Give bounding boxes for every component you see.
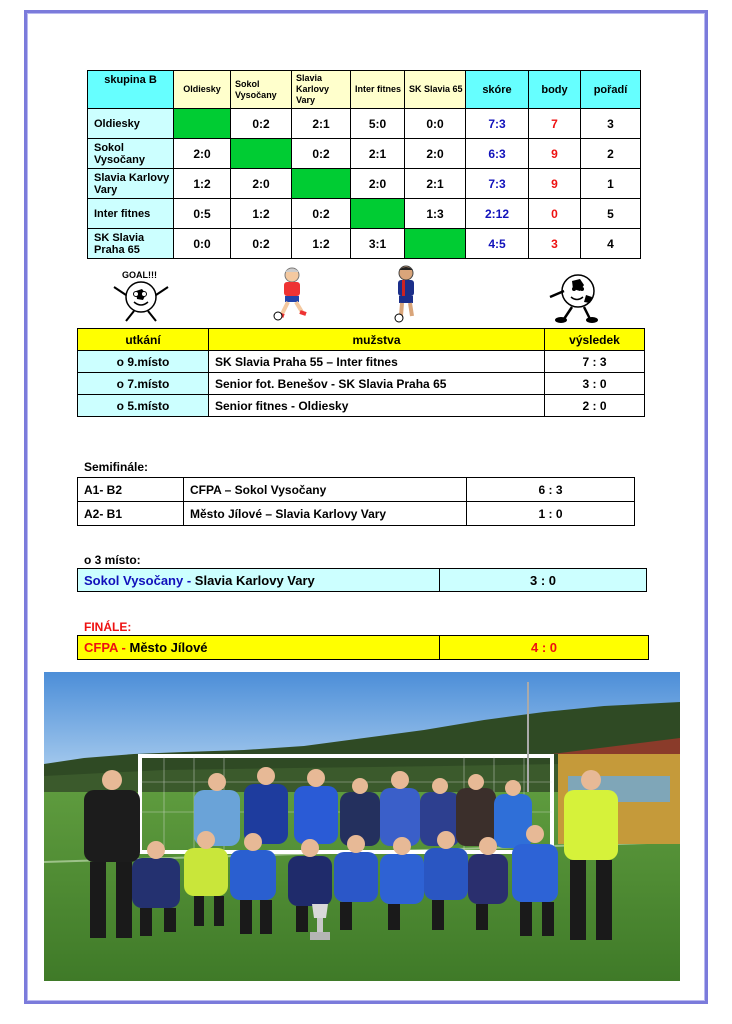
third-team-b: Slavia Karlovy Vary [191, 572, 315, 588]
points-cell: 0 [529, 199, 581, 229]
semifinal-body [78, 478, 635, 526]
match-score-cell: 2:1 [351, 139, 405, 169]
placement-row [78, 395, 645, 417]
group-row [88, 109, 641, 139]
teams-header: mužstva [209, 329, 545, 351]
placement-teams: Senior fitnes - Oldiesky [209, 395, 545, 417]
score-cell: 6:3 [466, 139, 529, 169]
rank-header: pořadí [581, 71, 641, 109]
points-cell: 9 [529, 169, 581, 199]
goal-ball-mascot-icon [108, 267, 174, 323]
group-row-team: SK Slavia Praha 65 [88, 229, 174, 259]
team-header: Sokol Vysočany [231, 71, 292, 109]
group-row-team: Inter fitnes [88, 199, 174, 229]
match-score-cell: 3:1 [351, 229, 405, 259]
third-place-result: 3 : 0 [529, 572, 556, 588]
match-score-cell: 0:5 [174, 199, 231, 229]
placement-header-row [78, 329, 645, 351]
score-cell: 4:5 [466, 229, 529, 259]
semifinal-row [78, 502, 635, 526]
score-cell: 7:3 [466, 109, 529, 139]
semifinal-row [78, 478, 635, 502]
group-row-team: Oldiesky [88, 109, 174, 139]
placement-body [78, 351, 645, 417]
score-cell: 2:12 [466, 199, 529, 229]
group-row [88, 229, 641, 259]
diagonal-cell [292, 169, 351, 199]
group-row-team: Slavia Karlovy Vary [88, 169, 174, 199]
group-row-team: Sokol Vysočany [88, 139, 174, 169]
match-score-cell: 0:0 [405, 109, 466, 139]
placement-teams: SK Slavia Praha 55 – Inter fitnes [209, 351, 545, 373]
player-blue-kit-icon [390, 264, 422, 324]
match-score-cell: 1:2 [174, 169, 231, 199]
final-bar [77, 635, 649, 660]
placement-teams: Senior fot. Benešov - SK Slavia Praha 65 [209, 373, 545, 395]
final-teams [78, 636, 440, 659]
semifinal-pair: A2- B1 [78, 502, 184, 526]
semifinal-result: 1 : 0 [467, 502, 635, 526]
rank-cell: 5 [581, 199, 641, 229]
final-label: FINÁLE: [84, 620, 132, 634]
team-header: Slavia Karlovy Vary [292, 71, 351, 109]
match-score-cell: 2:0 [351, 169, 405, 199]
final-team-b: Město Jílové [125, 640, 208, 655]
rank-cell: 2 [581, 139, 641, 169]
placement-result: 2 : 0 [545, 395, 645, 417]
team-header: SK Slavia 65 [405, 71, 466, 109]
points-cell: 3 [529, 229, 581, 259]
points-cell: 9 [529, 139, 581, 169]
placement-row [78, 373, 645, 395]
semifinal-table [77, 477, 635, 526]
placement-match: o 5.místo [78, 395, 209, 417]
semifinal-teams: Město Jílové – Slavia Karlovy Vary [184, 502, 467, 526]
third-place-label: o 3 místo: [84, 553, 141, 567]
match-score-cell: 0:2 [292, 199, 351, 229]
placement-matches-table [77, 328, 645, 417]
match-score-cell: 0:2 [231, 229, 292, 259]
match-header: utkání [78, 329, 209, 351]
placement-result: 3 : 0 [545, 373, 645, 395]
group-row [88, 199, 641, 229]
placement-match: o 7.místo [78, 373, 209, 395]
rank-cell: 4 [581, 229, 641, 259]
semifinal-label: Semifinále: [84, 460, 149, 474]
match-score-cell: 1:2 [231, 199, 292, 229]
kicking-player-icon [268, 266, 312, 322]
goal-text: GOAL!!! [122, 270, 157, 280]
match-score-cell: 0:0 [174, 229, 231, 259]
semifinal-pair: A1- B2 [78, 478, 184, 502]
group-standings-table [87, 70, 641, 259]
points-cell: 7 [529, 109, 581, 139]
diagonal-cell [405, 229, 466, 259]
diagonal-cell [174, 109, 231, 139]
final-team-a: CFPA - [84, 640, 126, 655]
diagonal-cell [231, 139, 292, 169]
score-cell: 7:3 [466, 169, 529, 199]
rank-cell: 3 [581, 109, 641, 139]
team-header: Oldiesky [174, 71, 231, 109]
match-score-cell: 2:1 [292, 109, 351, 139]
placement-row [78, 351, 645, 373]
semifinal-result: 6 : 3 [467, 478, 635, 502]
running-ball-mascot-icon [544, 267, 604, 323]
rank-cell: 1 [581, 169, 641, 199]
semifinal-teams: CFPA – Sokol Vysočany [184, 478, 467, 502]
group-row [88, 139, 641, 169]
group-header-row [88, 71, 641, 109]
third-place-bar [77, 568, 647, 592]
points-header: body [529, 71, 581, 109]
third-place-teams [78, 569, 440, 591]
group-corner-label: skupina B [88, 71, 174, 109]
group-body [88, 109, 641, 259]
match-score-cell: 0:2 [292, 139, 351, 169]
match-score-cell: 2:0 [174, 139, 231, 169]
result-header: výsledek [545, 329, 645, 351]
match-score-cell: 2:1 [405, 169, 466, 199]
placement-result: 7 : 3 [545, 351, 645, 373]
group-row [88, 169, 641, 199]
placement-match: o 9.místo [78, 351, 209, 373]
final-result: 4 : 0 [530, 640, 557, 655]
match-score-cell: 1:2 [292, 229, 351, 259]
team-photo [44, 672, 680, 981]
match-score-cell: 2:0 [231, 169, 292, 199]
match-score-cell: 2:0 [405, 139, 466, 169]
match-score-cell: 5:0 [351, 109, 405, 139]
team-header: Inter fitnes [351, 71, 405, 109]
diagonal-cell [351, 199, 405, 229]
match-score-cell: 1:3 [405, 199, 466, 229]
score-header: skóre [466, 71, 529, 109]
third-team-a: Sokol Vysočany - [84, 572, 192, 588]
match-score-cell: 0:2 [231, 109, 292, 139]
